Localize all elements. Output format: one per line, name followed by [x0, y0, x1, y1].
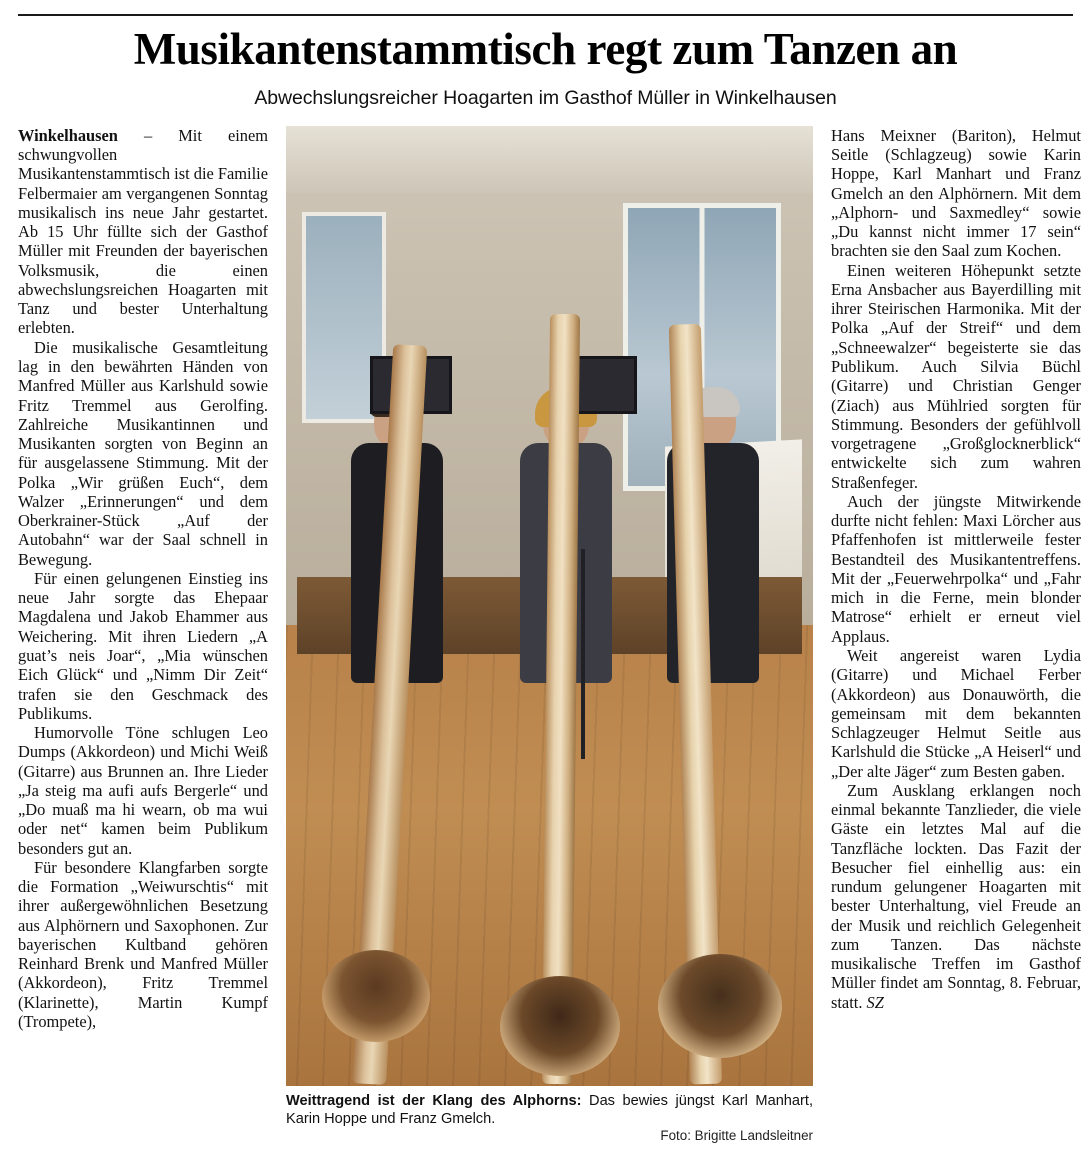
- paragraph-right-2: Einen weiteren Höhepunkt setzte Erna Ansbacher aus Bayerdilling mit ihrer Steirischen Harmonika. Mit der Polka „Auf der Streif“ und dem „Schneewalzer“ begeisterte sie das Publikum. Auch Silvia Büchl (Gitarre) und Christian Genger (Ziach) aus Mühlried sorgten für Stimmung. Besonders der gefühlvoll vorgetragene „Großglocknerblick“ entwickelte sich zum wahren Straßenfeger.: [831, 260, 1081, 492]
- photo-alphorn-bell: [322, 950, 430, 1042]
- column-right: [831, 126, 1081, 1012]
- photo-caption-text: Das bewies jüngst Karl Manhart, Karin Hoppe und Franz Gmelch.: [286, 1092, 814, 1127]
- dateline-dash: –: [117, 125, 179, 145]
- paragraph-left-2: Die musikalische Gesamtleitung lag in den bewährten Händen von Manfred Müller aus Karlshuld sowie Fritz Tremmel aus Gerolfing. Zahlreiche Musikantinnen und Musikanten sorgten von Beginn an für ausgelassene Stimmung. Mit der Polka „Wir grüßen Euch“, dem Walzer „Erinnerungen“ und dem Oberkrainer-Stück „Auf der Autobahn“ war der Saal schnell in Bewegung.: [18, 337, 268, 569]
- column-left: [18, 126, 268, 1031]
- photo-caption: [286, 1093, 813, 1145]
- paragraph-left-3: Für einen gelungenen Einstieg ins neue Jahr sorgte das Ehepaar Magdalena und Jakob Ehammer aus Weichering. Mit ihren Liedern „A guat’s neis Joar“, „Mia wünschen Eich Glück“ und „Nimm Dir Zeit“ trafen sie den Geschmack des Publikums.: [18, 568, 268, 723]
- paragraph-right-5-text: Zum Ausklang erklangen noch einmal bekannte Tanzlieder, die viele Gäste ein letztes Mal auf die Tanzfläche lockten. Das Fazit der Besucher fiel einhellig aus: ein rundum gelungener Hoagarten mit bester Unterhaltung, viel Freude an der Musik und reichlich Gelegenheit zum Tanzen. Das nächste musikalische Treffen im Gasthof Müller findet am Sonntag, 8. Februar, statt.: [831, 780, 1081, 1012]
- dateline: Winkelhausen: [18, 125, 118, 145]
- paragraph-left-5: Für besondere Klangfarben sorgte die Formation „Weiwurschtis“ mit ihrer außergewöhnlichen Besetzung aus Alphörnern und Saxophonen. Zur bayerischen Kultband gehören Reinhard Brenk und Manfred Müller (Akkordeon), Fritz Tremmel (Klarinette), Martin Kumpf (Trompete),: [18, 857, 268, 1032]
- top-rule: [18, 14, 1073, 16]
- photo-block: [286, 126, 813, 1145]
- photo-music-stand-pole: [581, 549, 585, 759]
- paragraph-right-1: Hans Meixner (Bariton), Helmut Seitle (Schlagzeug) sowie Karin Hoppe, Karl Manhart und Franz Gmelch an den Alphörnern. Mit dem „Alphorn- und Saxmedley“ sowie „Du kannst nicht immer 17 sein“ brachten sie den Saal zum Kochen.: [831, 125, 1081, 261]
- article-subhead: Abwechslungsreicher Hoagarten im Gasthof Müller in Winkelhausen: [254, 86, 837, 109]
- paragraph-right-4: Weit angereist waren Lydia (Gitarre) und Michael Ferber (Akkordeon) aus Donauwörth, die gemeinsam mit dem bekannten Schlagzeuger Helmut Seitle aus Karlshuld die Stücke „A Heiserl“ und „Der alte Jäger“ zum Besten gaben.: [831, 645, 1081, 781]
- paragraph-right-5: [831, 781, 1081, 1012]
- article-photo: [286, 126, 813, 1086]
- paragraph-left-1-text: Mit einem schwungvollen Musikantenstammtisch ist die Familie Felbermaier am vergangenen Sonntag musikalisch ins neue Jahr gestartet. Ab 15 Uhr füllte sich der Gasthof Müller mit Freunden der bayerischen Volksmusik, die einen abwechslungsreichen Hoagarten mit Tanz und bester Unterhaltung erlebten.: [18, 125, 269, 338]
- paragraph-left-4: Humorvolle Töne schlugen Leo Dumps (Akkordeon) und Michi Weiß (Gitarre) aus Brunnen an. Ihre Lieder „Ja steig ma aufi aufs Bergerle“ und „Do muaß ma hi wearn, ob ma wui oder net“ kamen beim Publikum besonders gut an.: [18, 723, 268, 858]
- paragraph-right-3: Auch der jüngste Mitwirkende durfte nicht fehlen: Maxi Lörcher aus Pfaffenhofen ist mittlerweile fester Bestandteil des Musikantentreffens. Mit der „Feuerwehrpolka“ und „Fahr mich in die Ferne, mein blonder Matrose“ erhielt er erneut viel Applaus.: [831, 491, 1081, 646]
- paragraph-left-1: [18, 126, 268, 338]
- photo-ceiling: [286, 126, 813, 193]
- byline: SZ: [866, 992, 884, 1012]
- page-title: Musikantenstammtisch regt zum Tanzen an: [133, 24, 958, 74]
- article-columns: [18, 125, 1081, 1146]
- photo-credit-line: [286, 1128, 813, 1144]
- photo-credit: Foto: Brigitte Landsleitner: [660, 1128, 813, 1144]
- photo-alphorn-bell: [500, 976, 620, 1076]
- photo-caption-lead: Weittragend ist der Klang des Alphorns:: [286, 1092, 582, 1109]
- photo-alphorn-bell: [658, 954, 782, 1058]
